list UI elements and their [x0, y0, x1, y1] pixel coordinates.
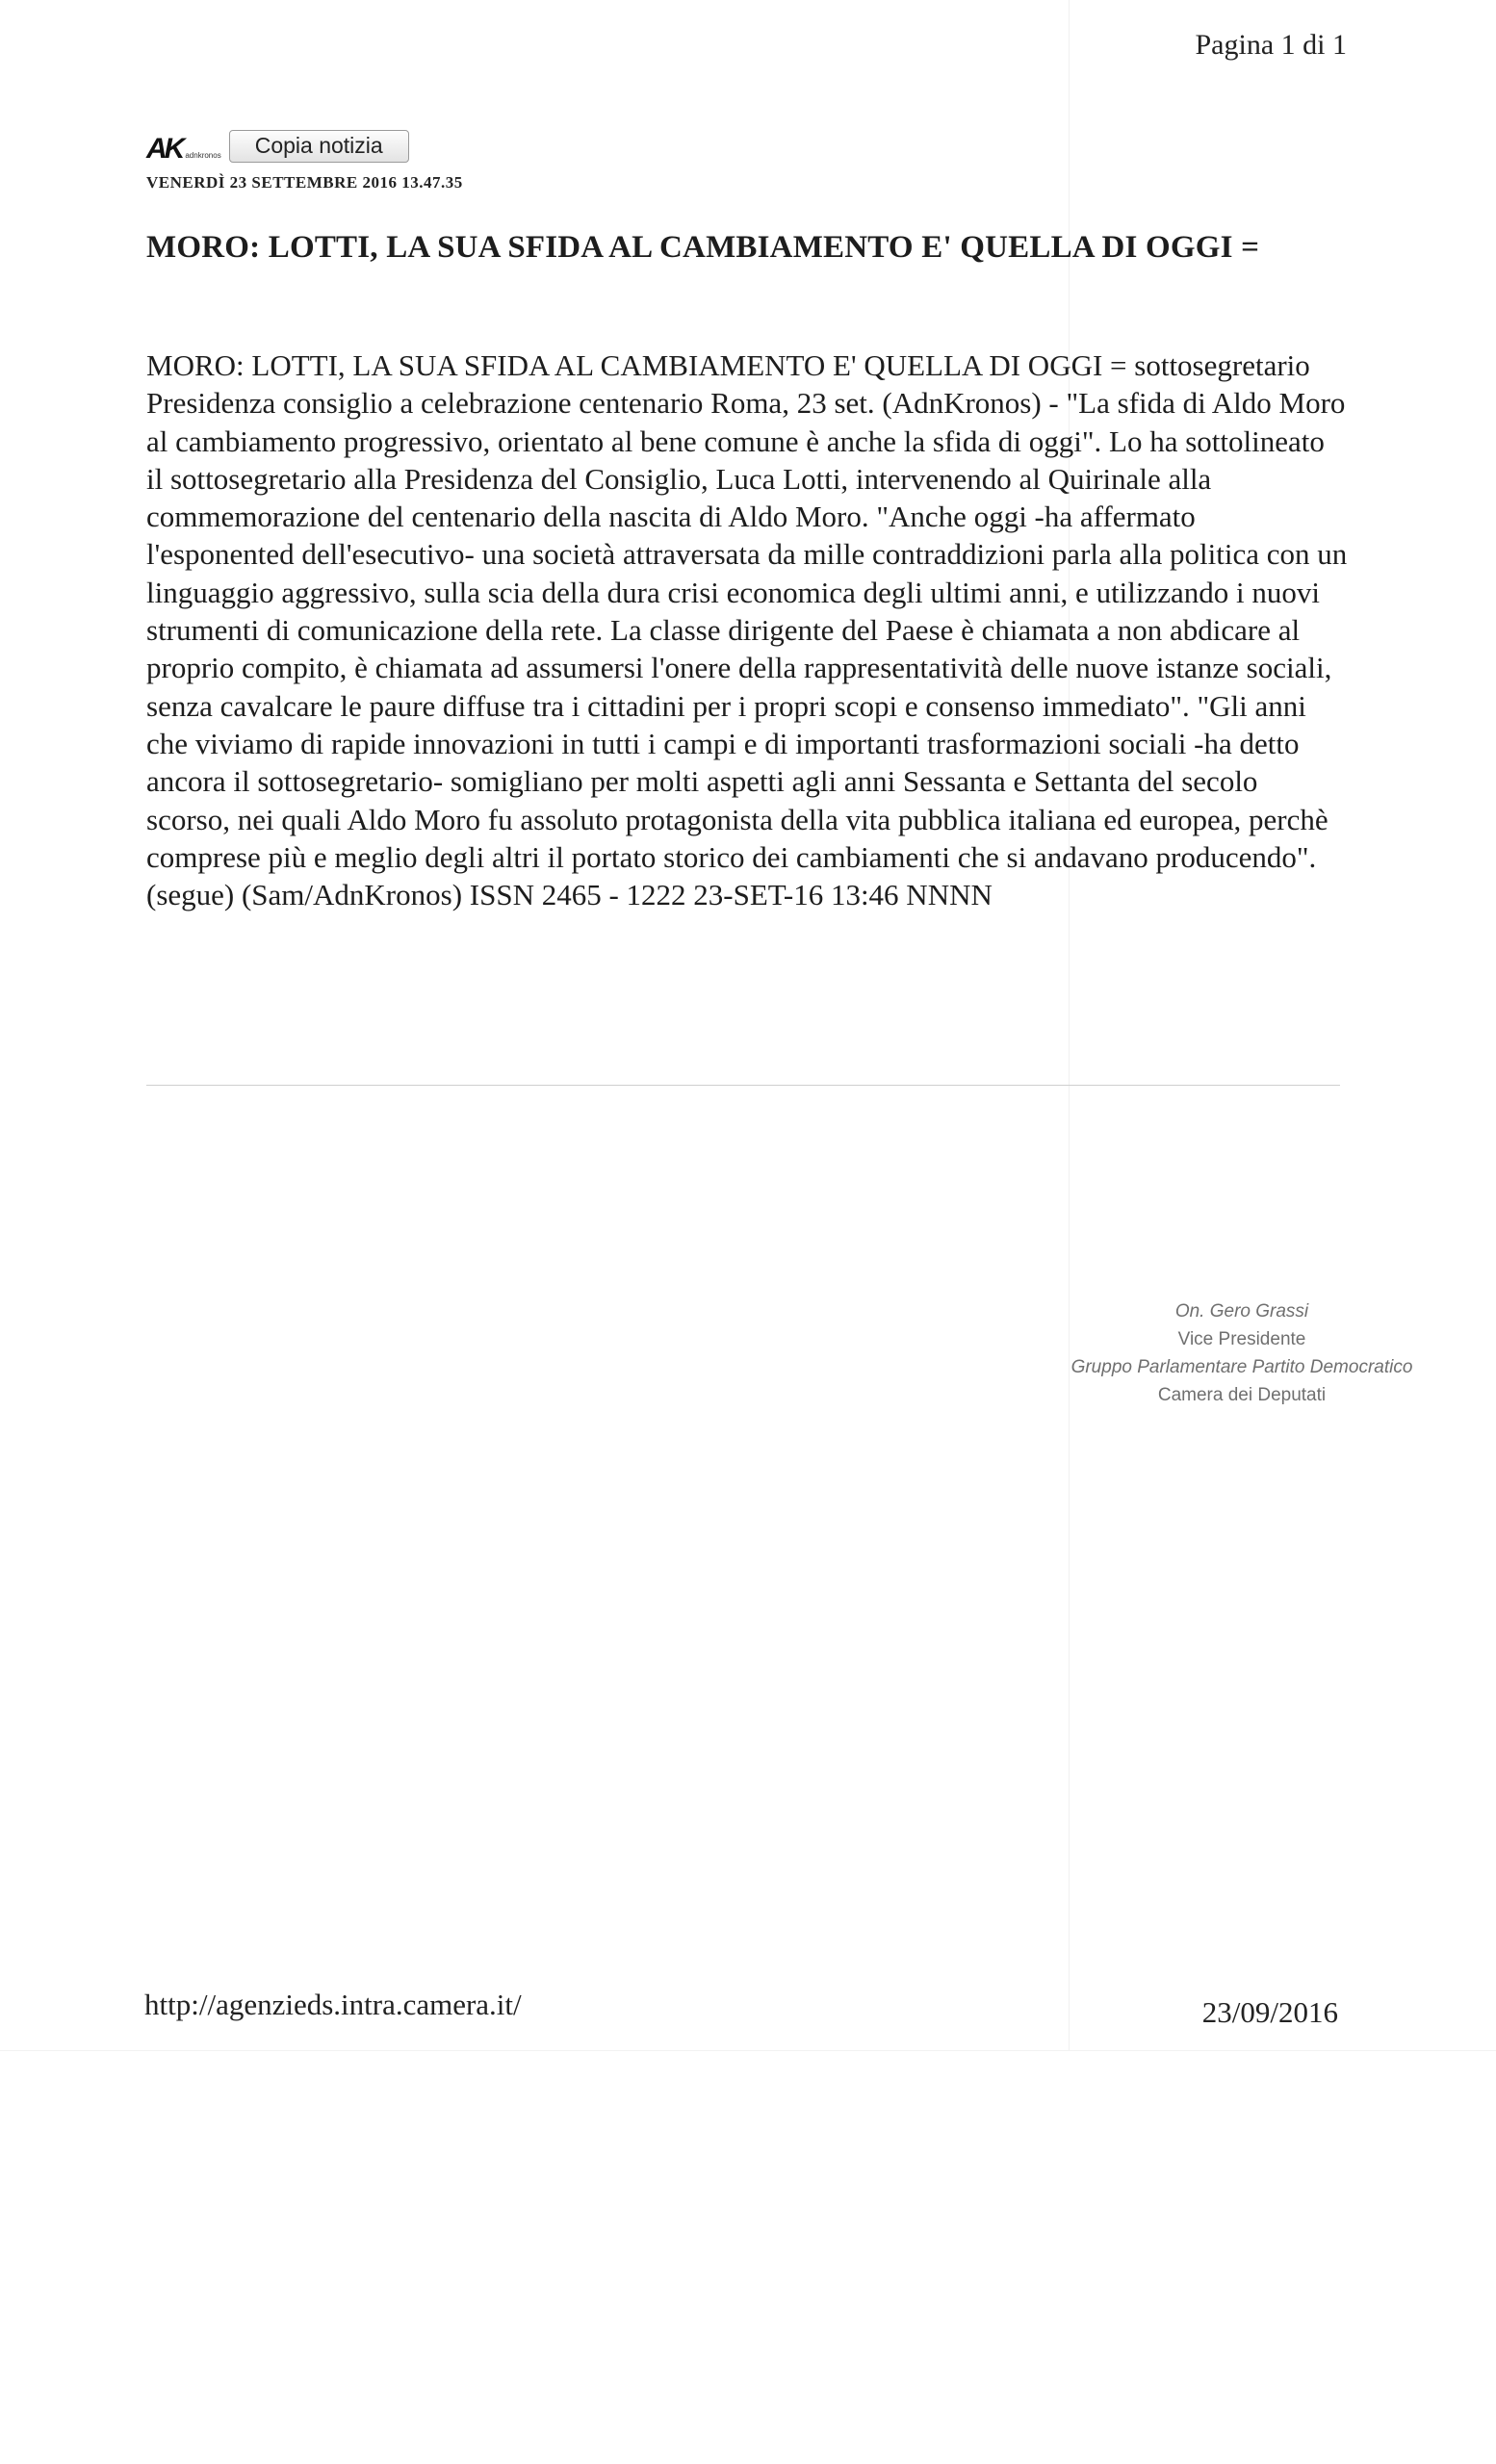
news-body: MORO: LOTTI, LA SUA SFIDA AL CAMBIAMENTO E' QUELLA DI OGGI = sottosegretario Presidenza consiglio a celebrazione centenario Roma, 23 set. (AdnKronos) - "La sfida di Aldo Moro al cambiamento progressivo, orientato al bene comune è anche la sfida di oggi". Lo ha sottolineato il sottosegretario alla Presidenza del Consiglio, Luca Lotti, intervenendo al Quirinale alla commemorazione del centenario della nascita di Aldo Moro. "Anche oggi -ha affermato l'esponented dell'esecutivo- una società attraversata da mille contraddizioni parla alla politica con un linguaggio aggressivo, sulla scia della dura crisi economica degli ultimi anni, e utilizzando i nuovi strumenti di comunicazione della rete. La classe dirigente del Paese è chiamata a non abdicare al proprio compito, è chiamata ad assumersi l'onere della rappresentatività delle nuove istanze sociali, senza cavalcare le paure diffuse tra i cittadini per i propri scopi e consenso immediato". "Gli anni che viviamo di rapide innovazioni in tutti i campi e di importanti trasformazioni sociali -ha detto ancora il sottosegretario- somigliano per molti aspetti agli anni Sessanta e Settanta del secolo scorso, nei quali Aldo Moro fu assoluto protagonista della vita pubblica italiana ed europea, perchè comprese più e meglio degli altri il portato storico dei cambiamenti che si andavano producendo". (segue) (Sam/AdnKronos) ISSN 2465 - 1222 23-SET-16 13:46 NNNN	[146, 348, 1348, 912]
copy-news-button[interactable]: Copia notizia	[229, 130, 409, 163]
stamp-name: On. Gero Grassi	[1174, 1301, 1309, 1322]
page-counter: Pagina 1 di 1	[1195, 29, 1347, 61]
stamp-role: Vice Presidente	[1177, 1329, 1306, 1349]
footer-url: http://agenzieds.intra.camera.it/	[144, 1988, 522, 2021]
stamp-group: Gruppo Parlamentare Partito Democratico	[1070, 1357, 1413, 1377]
stamp-chamber: Camera dei Deputati	[1157, 1385, 1327, 1405]
ak-logo-word: adnkronos	[185, 151, 221, 160]
news-headline: MORO: LOTTI, LA SUA SFIDA AL CAMBIAMENTO E' QUELLA DI OGGI =	[146, 230, 1260, 265]
ak-logo-mark: AK	[146, 133, 183, 165]
scan-fold-line	[1069, 0, 1070, 2050]
adnkronos-logo	[146, 132, 221, 163]
footer-date: 23/09/2016	[1201, 1995, 1338, 2029]
article-divider	[146, 1085, 1340, 1086]
deputy-stamp	[1011, 1297, 1473, 1409]
news-header	[146, 130, 409, 163]
news-dateline: VENERDÌ 23 SETTEMBRE 2016 13.47.35	[146, 173, 463, 192]
scan-edge	[0, 2050, 1496, 2051]
